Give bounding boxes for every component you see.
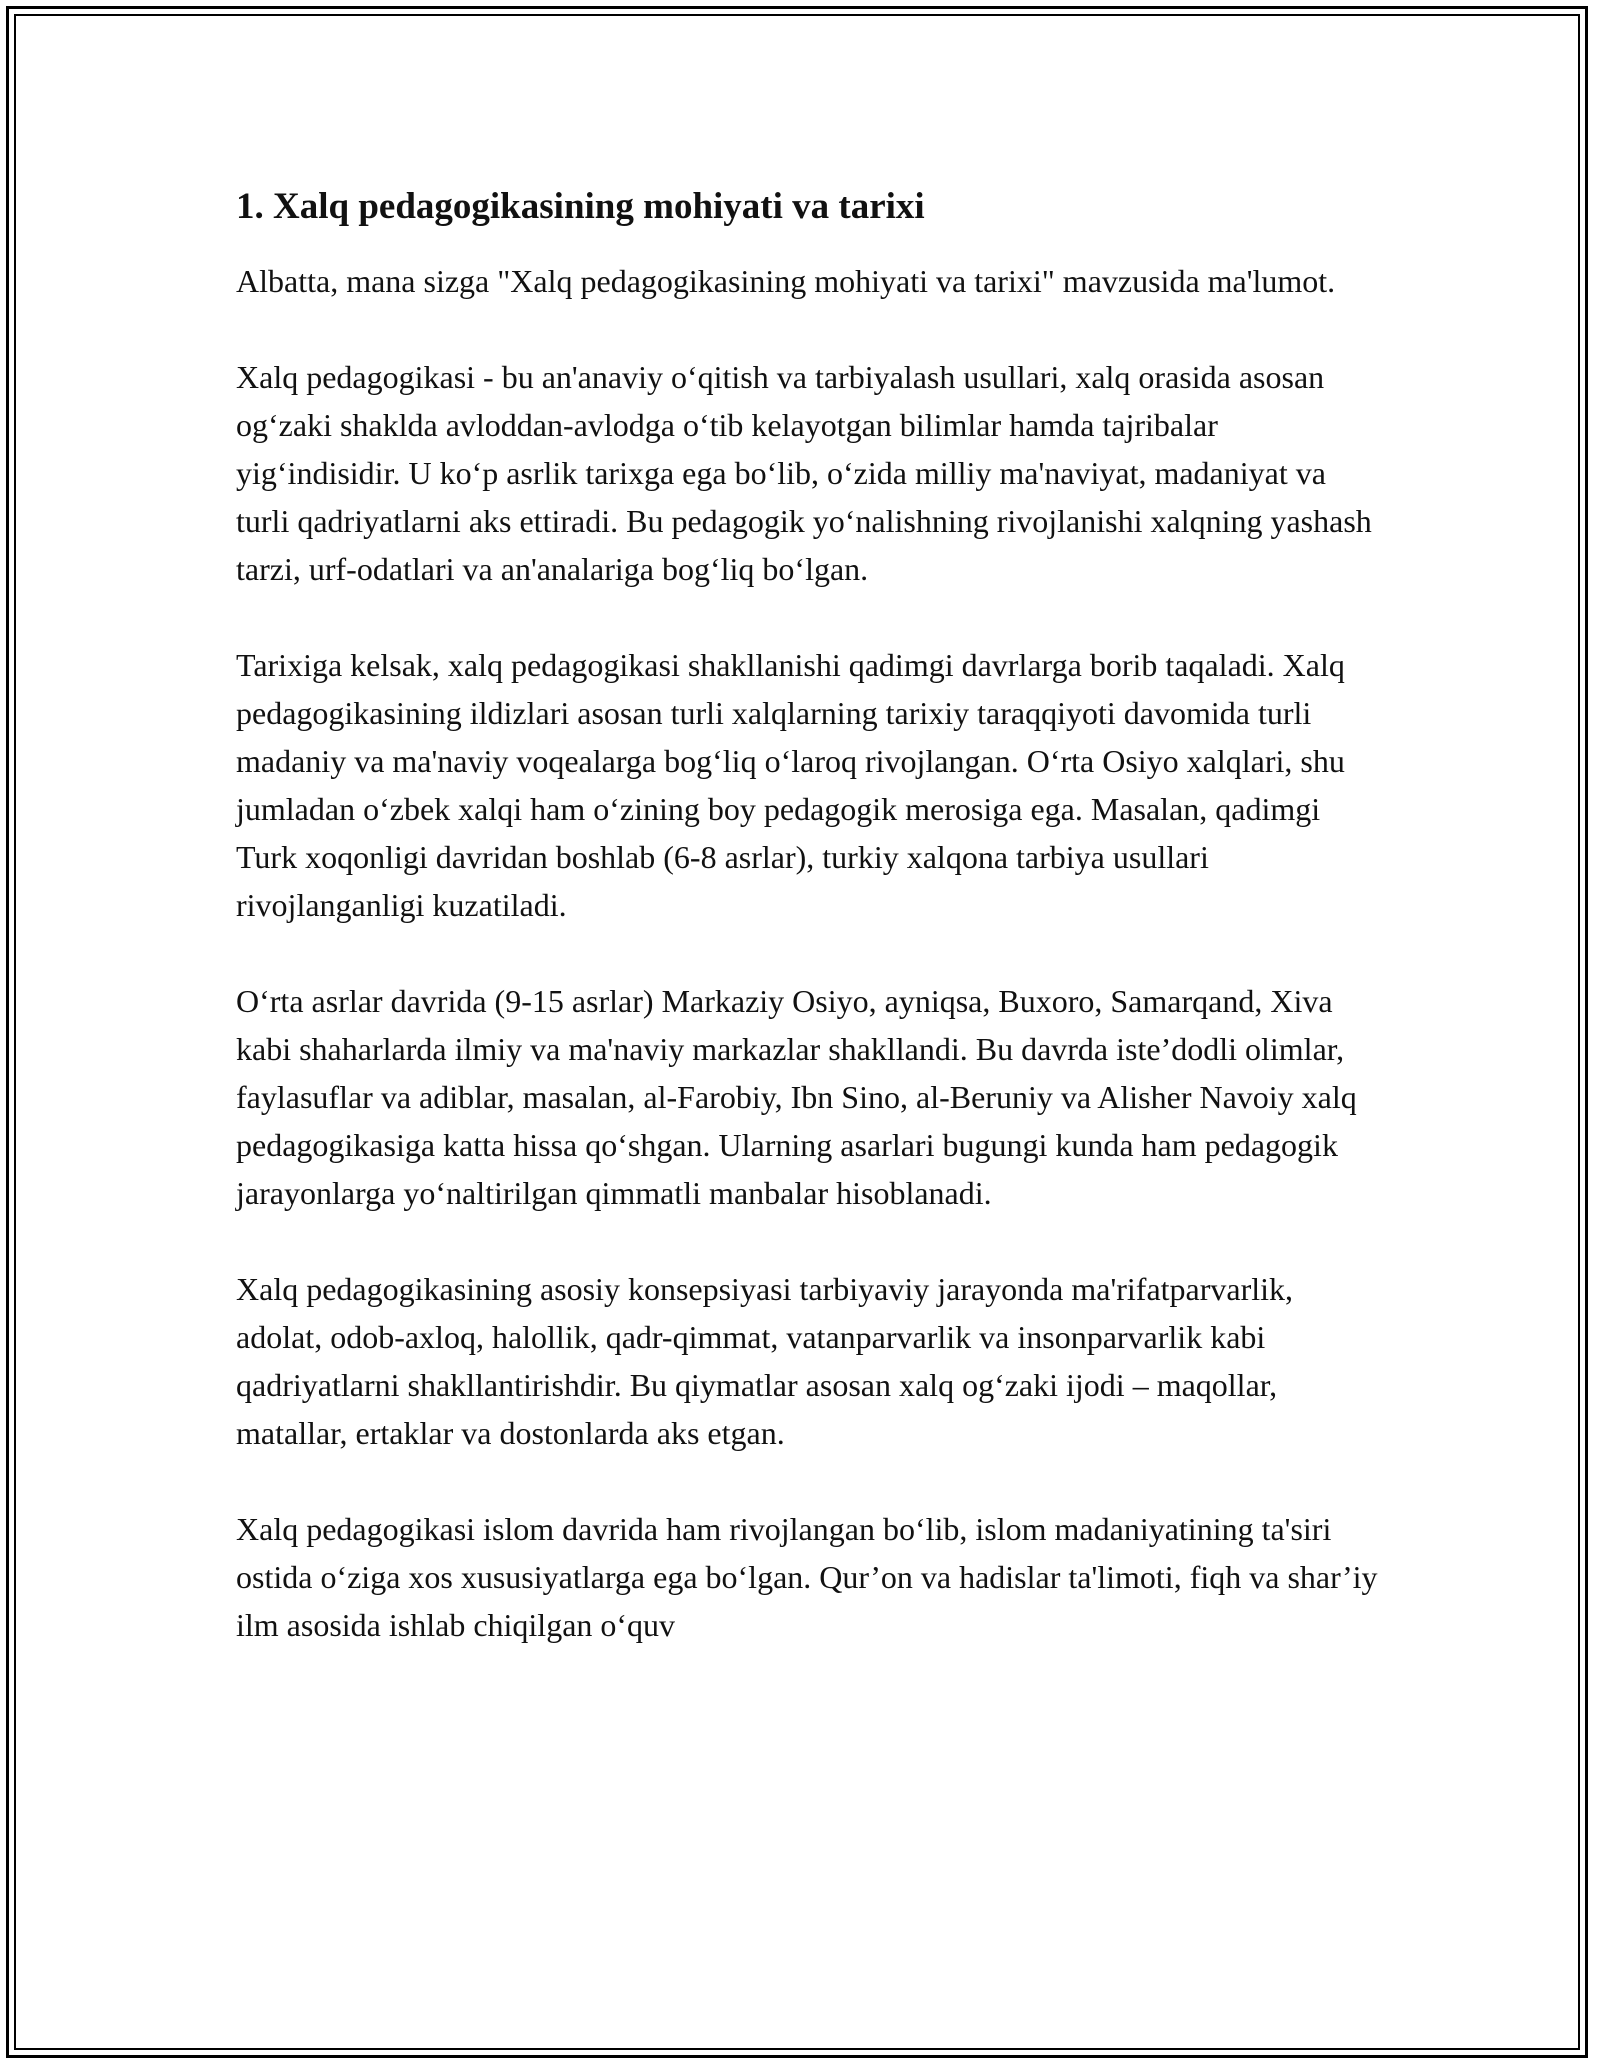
paragraph-history: Tarixiga kelsak, xalq pedagogikasi shakllanishi qadimgi davrlarga borib taqaladi. Xalq pedagogikasining ildizlari asosan turli xalqlarning tarixiy taraqqiyoti davomida turli madaniy va ma'naviy voqealarga bog‘liq o‘laroq rivojlangan. O‘rta Osiyo xalqlari, shu jumladan o‘zbek xalqi ham o‘zining boy pedagogik merosiga ega. Masalan, qadimgi Turk xoqonligi davridan boshlab (6-8 asrlar), turkiy xalqona tarbiya usullari rivojlanganligi kuzatiladi. (236, 647, 1345, 924)
paragraph-intro: Albatta, mana sizga "Xalq pedagogikasining mohiyati va tarixi" mavzusida ma'lumot. (236, 263, 1336, 300)
paragraph-concepts: Xalq pedagogikasining asosiy konsepsiyasi tarbiyaviy jarayonda ma'rifatparvarlik, adolat, odob-axloq, halollik, qadr-qimmat, vatanparvarlik va insonparvarlik kabi qadriyatlarni shakllantirishdir. Bu qiymatlar asosan xalq og‘zaki ijodi – maqollar, matallar, ertaklar va dostonlarda aks etgan. (236, 1271, 1294, 1452)
paragraph-definition: Xalq pedagogikasi - bu an'anaviy o‘qitish va tarbiyalash usullari, xalq orasida asosan og‘zaki shaklda avloddan-avlodga o‘tib kelayotgan bilimlar hamda tajribalar yig‘indisidir. U ko‘p asrlik tarixga ega bo‘lib, o‘zida milliy ma'naviyat, madaniyat va turli qadriyatlarni aks ettiradi. Bu pedagogik yo‘nalishning rivojlanishi xalqning yashash tarzi, urf-odatlari va an'analariga bog‘liq bo‘lgan. (236, 359, 1372, 588)
paragraph-middle-ages: O‘rta asrlar davrida (9-15 asrlar) Markaziy Osiyo, ayniqsa, Buxoro, Samarqand, Xiva kabi shaharlarda ilmiy va ma'naviy markazlar shakllandi. Bu davrda iste’dodli olimlar, faylasuflar va adiblar, masalan, al-Farobiy, Ibn Sino, al-Beruniy va Alisher Navoiy xalq pedagogikasiga katta hissa qo‘shgan. Ularning asarlari bugungi kunda ham pedagogik jarayonlarga yo‘naltirilgan qimmatli manbalar hisoblanadi. (236, 983, 1357, 1212)
paragraph-islam-era: Xalq pedagogikasi islom davrida ham rivojlangan bo‘lib, islom madaniyatining ta'siri ostida o‘ziga xos xususiyatlarga ega bo‘lgan. Qur’on va hadislar ta'limoti, fiqh va shar’iy ilm asosida ishlab chiqilgan o‘quv (236, 1511, 1378, 1644)
document-body (236, 185, 1386, 1697)
section-heading: 1. Xalq pedagogikasining mohiyati va tarixi (236, 186, 925, 227)
